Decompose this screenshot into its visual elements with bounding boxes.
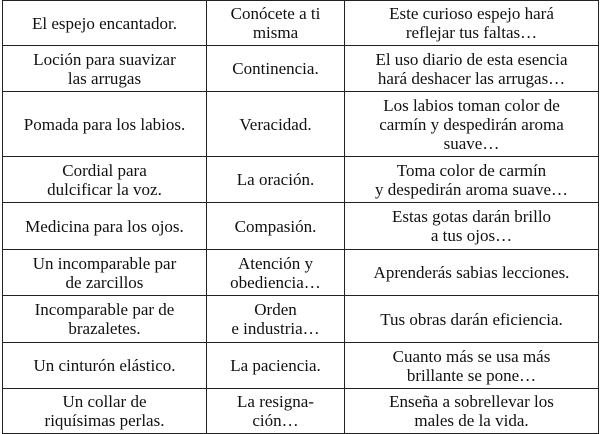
table-row	[3, 46, 599, 92]
item-text: las arrugas	[67, 68, 142, 88]
virtue-text: e industria…	[231, 319, 320, 338]
virtue-text: obediencia…	[230, 272, 321, 292]
item-cell	[3, 92, 207, 157]
virtue-cell	[207, 203, 345, 250]
effect-text: Aprenderás sabias lecciones.	[373, 263, 570, 282]
table-row	[3, 250, 599, 296]
item-cell	[3, 157, 207, 203]
virtue-cell	[207, 250, 345, 296]
table-row	[3, 343, 599, 389]
item-text: Un collar de	[62, 392, 147, 411]
effect-text: El uso diario de esta esencia	[375, 49, 568, 69]
virtue-text: Atención y	[237, 253, 314, 273]
virtue-cell	[207, 92, 345, 157]
table-row	[3, 92, 599, 157]
effect-cell	[345, 92, 599, 157]
virtue-cell	[207, 157, 345, 203]
virtues-table	[2, 0, 599, 434]
item-cell	[3, 250, 207, 296]
item-text: Cordial para	[62, 160, 147, 180]
effect-text: brillante se pone…	[406, 365, 537, 385]
item-text: El espejo encantador.	[32, 13, 177, 33]
table-row	[3, 296, 599, 343]
effect-cell	[345, 46, 599, 92]
item-cell	[3, 343, 207, 389]
table-row	[3, 389, 599, 434]
effect-text: y despedirán aroma suave…	[374, 179, 569, 199]
effect-cell	[345, 296, 599, 343]
virtue-cell	[207, 1, 345, 46]
item-text: Incomparable par de	[34, 300, 175, 319]
effect-cell	[345, 157, 599, 203]
virtue-text: Compasión.	[234, 216, 317, 236]
virtue-text: Veracidad.	[239, 114, 312, 134]
effect-text: a tus ojos…	[430, 226, 513, 245]
effect-text: Estas gotas darán brillo	[391, 207, 552, 226]
effect-cell	[345, 389, 599, 434]
item-text: riquísimas perlas.	[44, 411, 165, 430]
virtue-text: Orden	[254, 300, 297, 319]
effect-text: Cuanto más se usa más	[392, 346, 551, 366]
effect-text: hará deshacer las arrugas…	[377, 68, 566, 88]
virtue-text: Continencia.	[232, 59, 319, 78]
effect-text: Enseña a sobrellevar los	[389, 392, 554, 411]
effect-text: Toma color de carmín	[396, 160, 547, 180]
virtue-text: misma	[252, 23, 299, 42]
virtue-cell	[207, 389, 345, 434]
effect-text: reflejar tus faltas…	[405, 23, 538, 42]
item-cell	[3, 203, 207, 250]
effect-cell	[345, 250, 599, 296]
item-text: Loción para suavizar	[33, 49, 176, 69]
effect-text: Este curioso espejo hará	[389, 4, 554, 23]
effect-cell	[345, 203, 599, 250]
item-text: dulcificar la voz.	[47, 179, 162, 199]
item-text: de zarcillos	[65, 272, 144, 292]
item-cell	[3, 389, 207, 434]
table-row	[3, 157, 599, 203]
effect-cell	[345, 343, 599, 389]
virtue-text: La paciencia.	[230, 356, 321, 375]
virtue-cell	[207, 343, 345, 389]
virtue-cell	[207, 46, 345, 92]
item-text: Medicina para los ojos.	[25, 216, 184, 236]
item-cell	[3, 46, 207, 92]
effect-text: carmín y despedirán aroma	[379, 114, 564, 134]
virtue-text: La oración.	[236, 170, 315, 189]
virtue-text: La resigna-	[237, 392, 314, 411]
virtue-text: Conócete a ti	[230, 4, 321, 23]
effect-text: males de la vida.	[414, 411, 529, 430]
item-cell	[3, 296, 207, 343]
virtue-text: ción…	[252, 411, 299, 430]
effect-cell	[345, 1, 599, 46]
effect-text: suave…	[443, 133, 500, 153]
table-row	[3, 203, 599, 250]
virtue-cell	[207, 296, 345, 343]
item-text: Un cinturón elástico.	[33, 356, 176, 375]
effect-text: Tus obras darán eficiencia.	[380, 309, 563, 329]
item-text: Un incomparable par	[32, 253, 177, 273]
item-text: brazaletes.	[68, 319, 141, 338]
table-row	[3, 1, 599, 46]
item-cell	[3, 1, 207, 46]
item-text: Pomada para los labios.	[23, 114, 186, 134]
effect-text: Los labios toman color de	[383, 95, 560, 115]
